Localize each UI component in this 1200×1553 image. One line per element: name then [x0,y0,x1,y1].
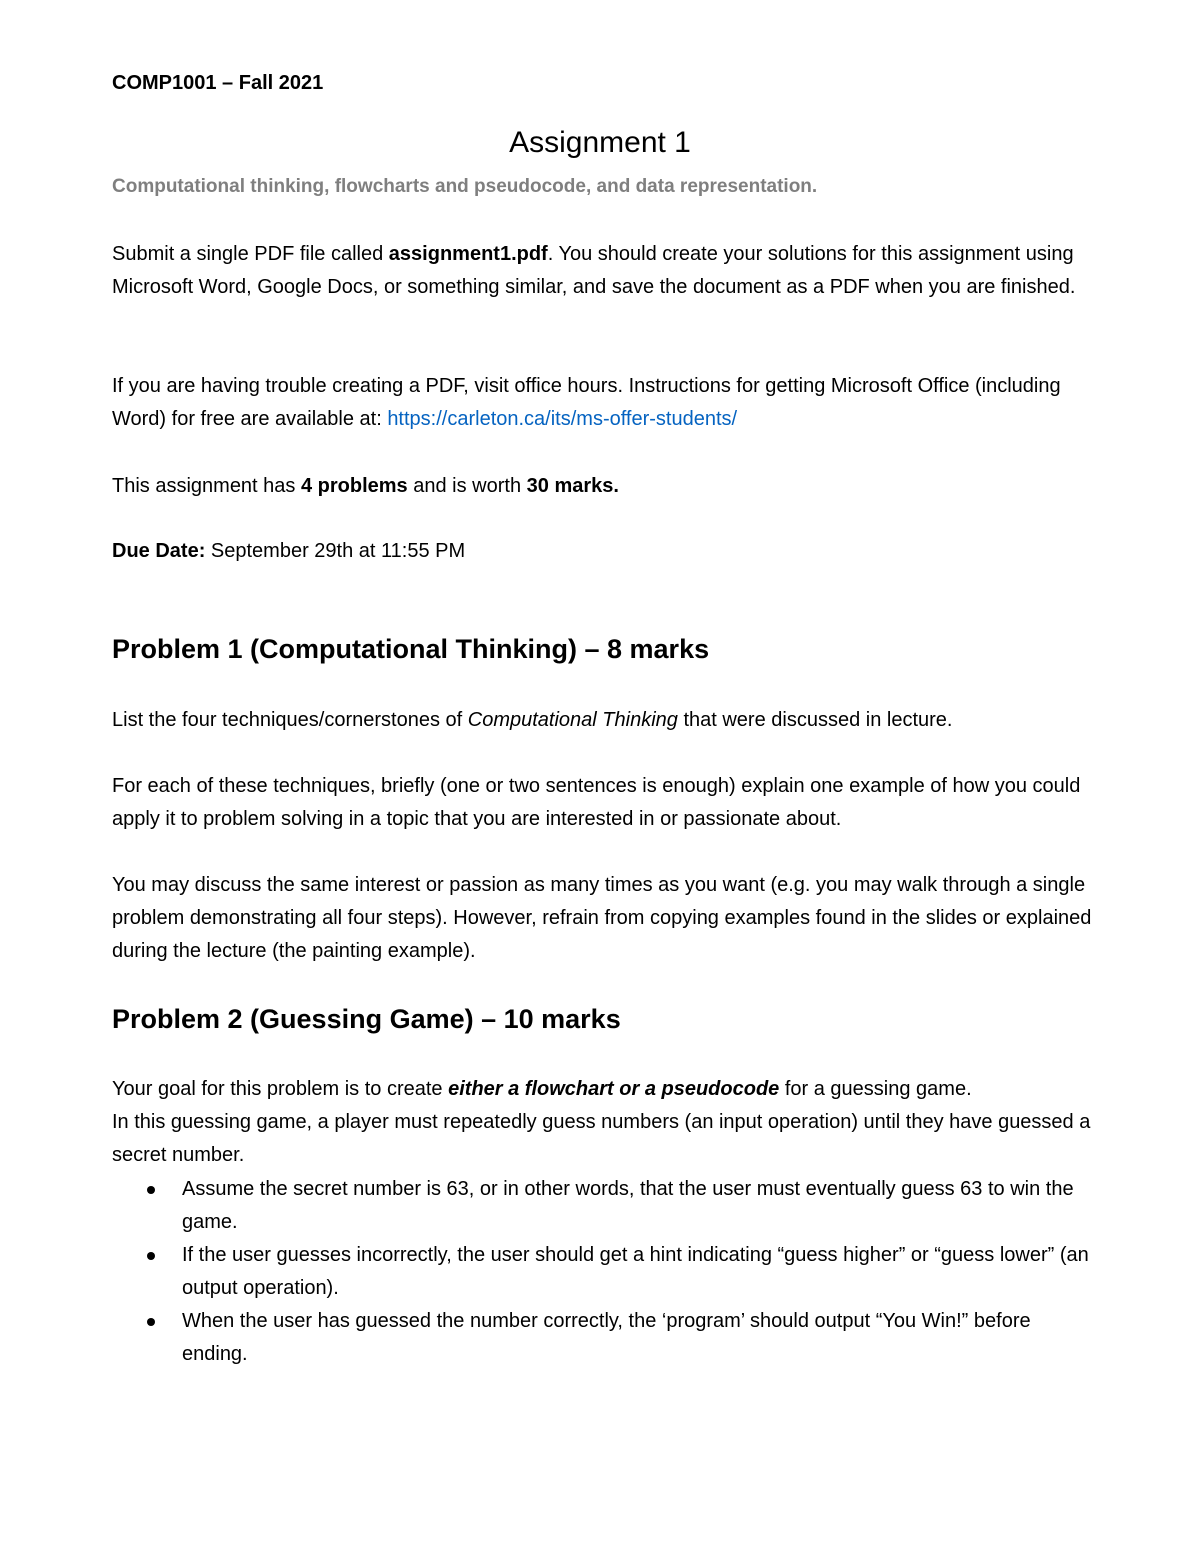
due-date-label: Due Date: [112,540,206,562]
problem1-text: List the four techniques/cornerstones of [112,709,468,731]
assignment-summary [112,470,1097,503]
page-title: Assignment 1 [509,126,691,159]
bullet-text: If the user guesses incorrectly, the user should get a hint indicating “guess higher” or “guess lower” (an output operation). [182,1244,1089,1299]
summary-text: This assignment has [112,475,301,497]
summary-text-mid: and is worth [407,475,527,497]
bullet-icon [147,1186,155,1194]
problem-count: 4 problems [300,475,408,497]
list-item [112,1239,1097,1305]
list-item [112,1305,1097,1371]
problem2-text: Your goal for this problem is to create [112,1078,449,1100]
bullet-text: Assume the secret number is 63, or in other words, that the user must eventually guess 63 to win the game. [182,1178,1074,1233]
problem2-para1 [112,1073,1097,1106]
page-subtitle: Computational thinking, flowcharts and pseudocode, and data representation. [112,176,818,197]
due-date [112,535,1097,568]
due-date-value: September 29th at 11:55 PM [205,540,466,562]
list-item [112,1173,1097,1239]
course-label: COMP1001 – Fall 2021 [112,72,324,94]
problem1-para1 [112,704,1097,737]
bullet-icon [147,1252,155,1260]
submit-instructions [112,238,1097,304]
submit-text: Submit a single PDF file called [112,243,389,265]
submit-filename: assignment1.pdf [388,243,548,265]
problem2-para2: In this guessing game, a player must repeatedly guess numbers (an input operation) until they have guessed a secret number. [112,1111,1091,1166]
problem2-bullet-list [112,1173,1097,1371]
problem1-text-rest: that were discussed in lecture. [677,709,953,731]
office-link[interactable]: https://carleton.ca/its/ms-offer-students/ [387,408,738,430]
problem2-text-rest: for a guessing game. [779,1078,972,1100]
office-text: If you are having trouble creating a PDF, visit office hours. Instructions for getting Microsoft Office (including Word) for free are available at: [112,375,1061,430]
bullet-icon [147,1318,155,1326]
bullet-text: When the user has guessed the number correctly, the ‘program’ should output “You Win!” before ending. [182,1310,1031,1365]
problem2-emphasis: either a flowchart or a pseudocode [448,1078,780,1100]
problem2-heading: Problem 2 (Guessing Game) – 10 marks [112,1004,621,1034]
problem1-para2: For each of these techniques, briefly (one or two sentences is enough) explain one example of how you could apply it to problem solving in a topic that you are interested in or passionate about. [112,775,1081,830]
problem1-emphasis: Computational Thinking [467,709,678,731]
problem1-para3: You may discuss the same interest or passion as many times as you want (e.g. you may walk through a single problem demonstrating all four steps). However, refrain from copying examples found in the slides or explained during the lecture (the painting example). [112,874,1092,962]
submit-text-rest: . You should create your solutions for this assignment using Microsoft Word, Google Docs, or something similar, and save the document as a PDF when you are finished. [112,243,1076,298]
problem1-heading: Problem 1 (Computational Thinking) – 8 marks [112,634,710,664]
total-marks: 30 marks. [526,475,619,497]
office-instructions [112,370,1097,436]
